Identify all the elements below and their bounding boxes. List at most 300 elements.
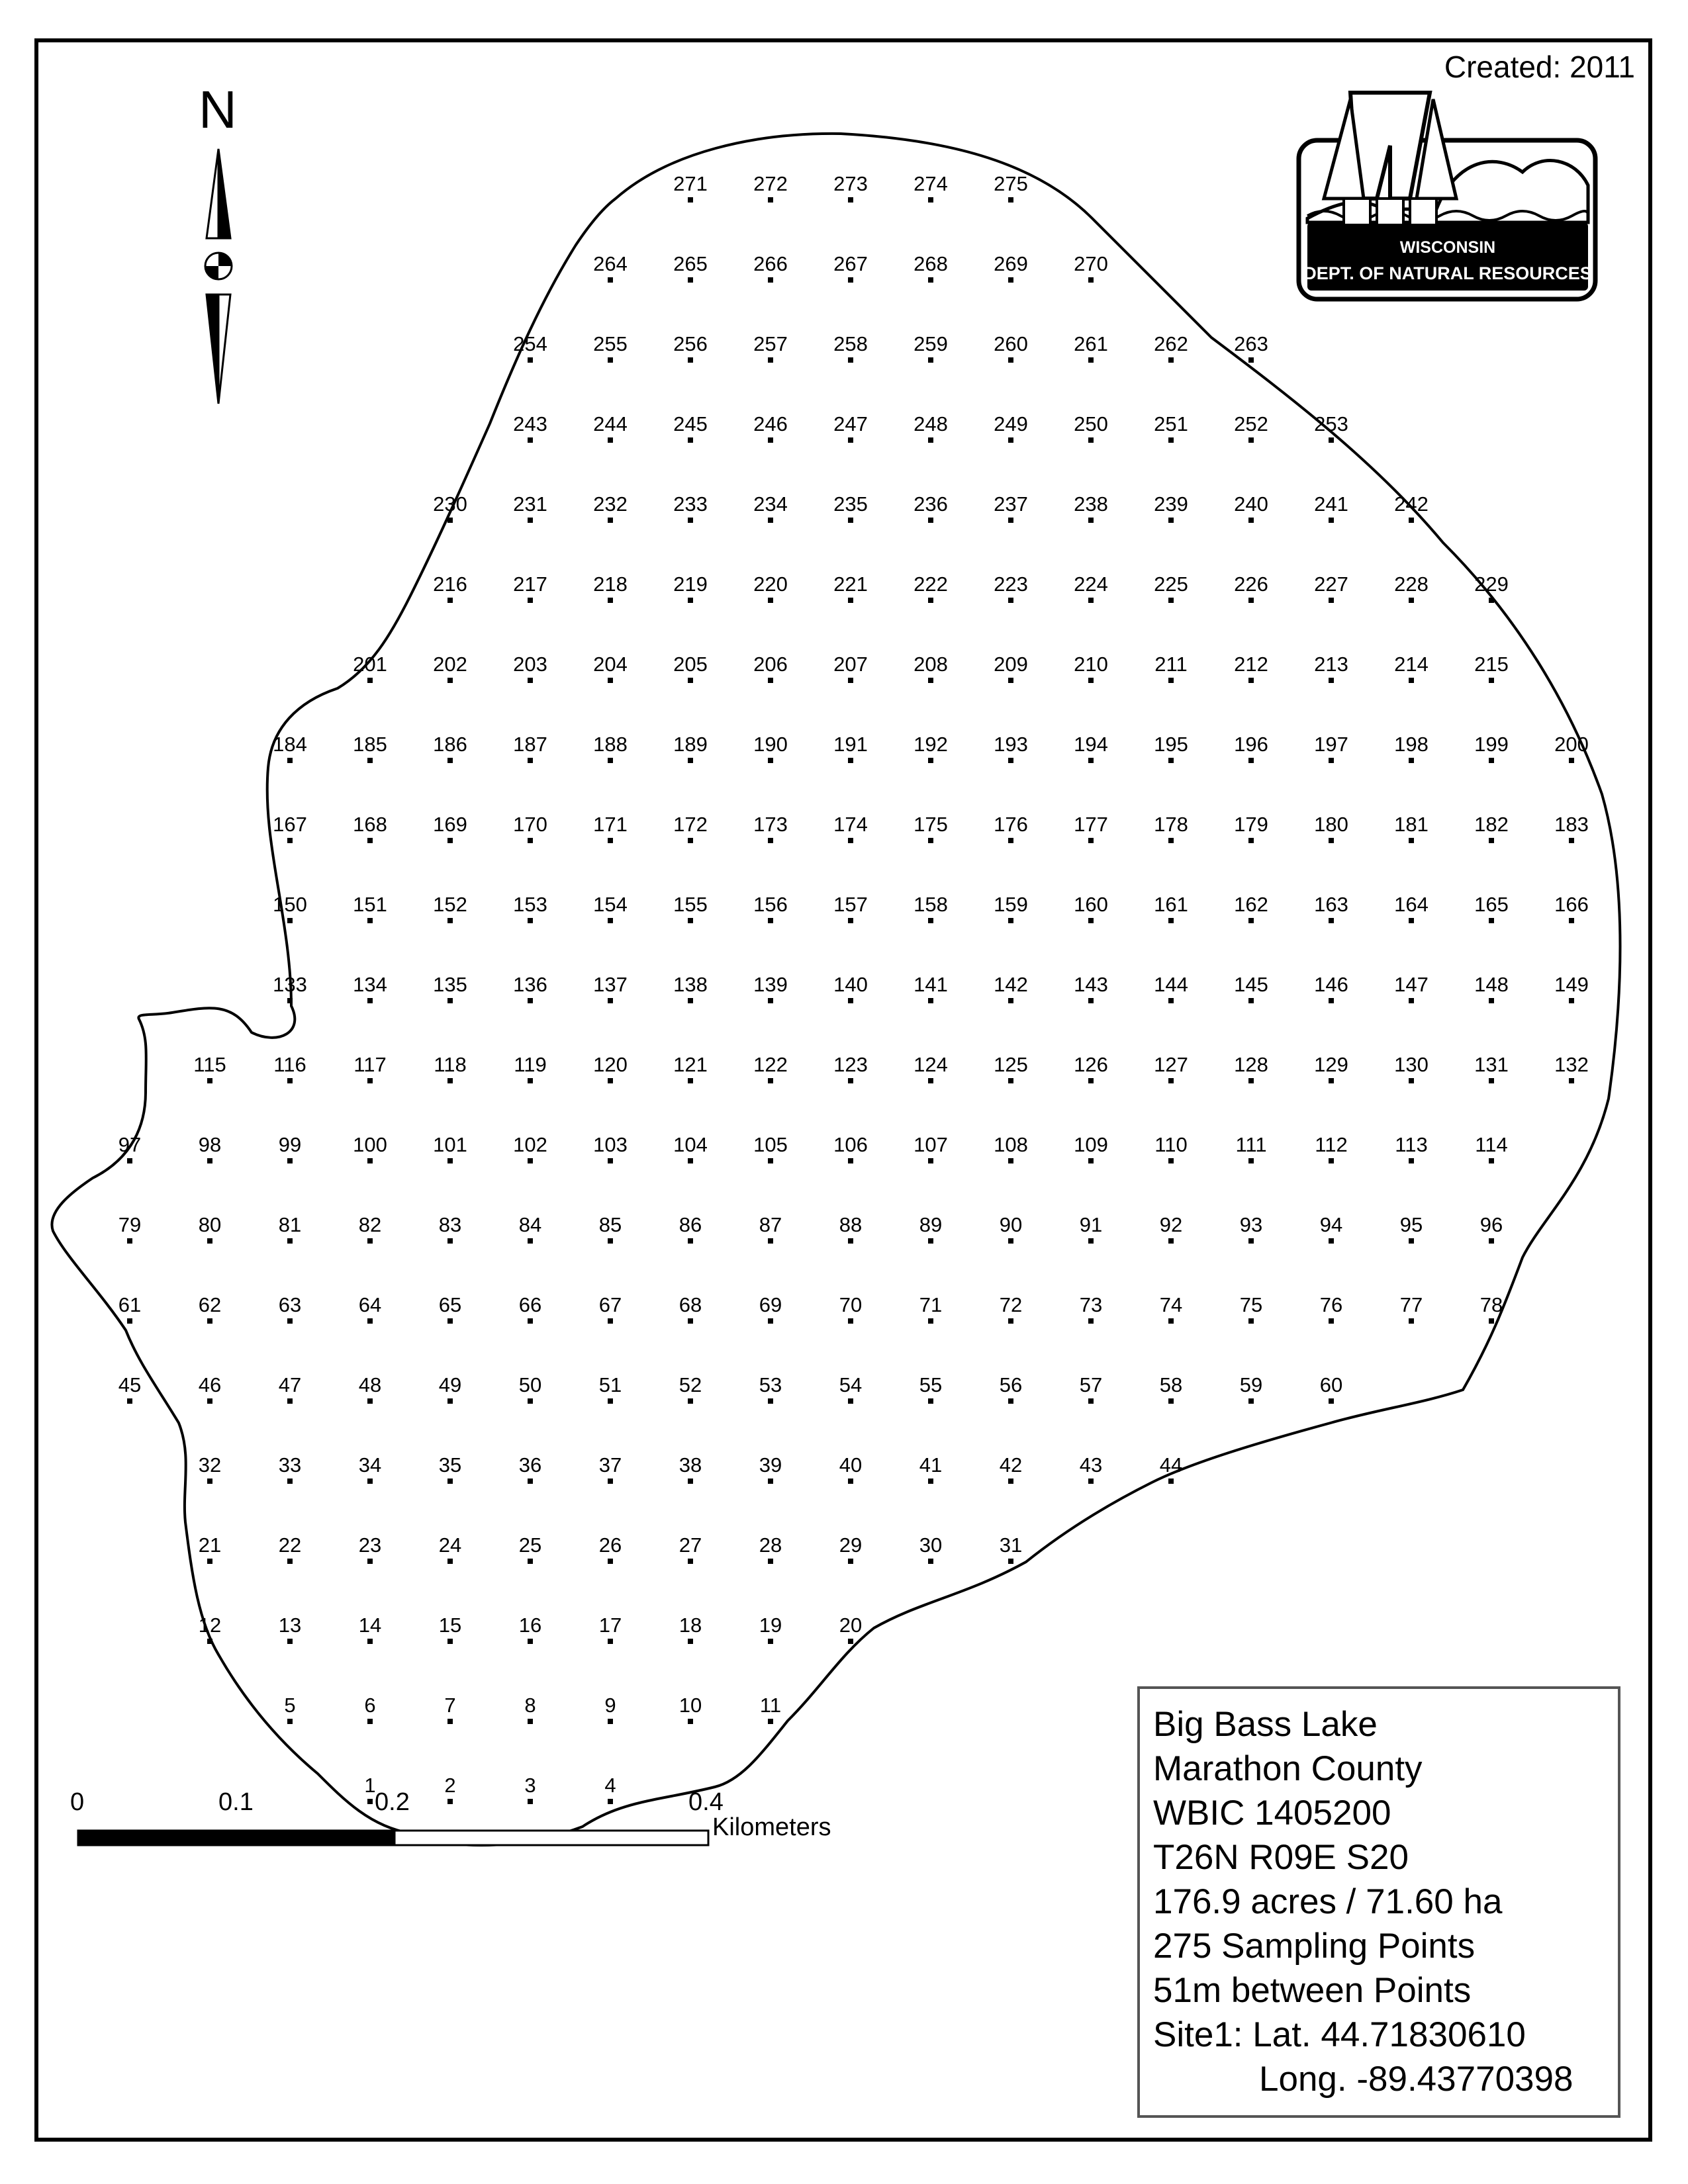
- sampling-point-marker: [928, 518, 933, 523]
- sampling-point-label: 177: [1074, 813, 1108, 836]
- sampling-point: [593, 252, 628, 283]
- sampling-point-marker: [528, 838, 533, 843]
- sampling-point-label: 103: [593, 1133, 628, 1156]
- sampling-point-marker: [367, 1398, 373, 1404]
- sampling-point-marker: [287, 838, 293, 843]
- sampling-point: [599, 1213, 622, 1244]
- sampling-point: [1234, 813, 1268, 843]
- sampling-point: [353, 1133, 387, 1163]
- sampling-point: [593, 813, 628, 843]
- sampling-point-marker: [608, 277, 613, 283]
- sampling-point-marker: [1168, 1238, 1174, 1244]
- sampling-point-label: 211: [1154, 653, 1188, 676]
- sampling-point-label: 29: [839, 1533, 863, 1557]
- sampling-point: [353, 893, 387, 923]
- sampling-point-label: 169: [433, 813, 467, 836]
- sampling-point-label: 123: [833, 1053, 868, 1076]
- sampling-point: [513, 492, 547, 523]
- sampling-point: [199, 1533, 221, 1564]
- sampling-point-marker: [928, 437, 933, 443]
- sampling-point-marker: [688, 1479, 693, 1484]
- scale-unit: Kilometers: [712, 1813, 831, 1841]
- sampling-point-label: 96: [1479, 1213, 1503, 1236]
- sampling-point: [118, 1133, 141, 1163]
- sampling-point-marker: [207, 1078, 212, 1083]
- sampling-point-marker: [1329, 1078, 1334, 1083]
- sampling-point: [1315, 1133, 1347, 1163]
- sampling-point-label: 24: [438, 1533, 462, 1557]
- sampling-point-label: 36: [518, 1453, 542, 1477]
- sampling-point-marker: [1248, 678, 1254, 683]
- sampling-point: [514, 1053, 546, 1083]
- sampling-point-label: 190: [753, 733, 788, 756]
- sampling-point: [1554, 733, 1589, 763]
- sampling-point: [1160, 1213, 1182, 1244]
- sampling-point: [839, 1614, 862, 1644]
- sampling-point-marker: [207, 1639, 212, 1644]
- sampling-point-marker: [848, 357, 853, 363]
- sampling-point-label: 80: [198, 1213, 222, 1236]
- sampling-point: [519, 1293, 541, 1324]
- sampling-point: [279, 1453, 301, 1484]
- sampling-point: [919, 1373, 942, 1404]
- sampling-point-marker: [848, 437, 853, 443]
- sampling-point: [760, 1694, 781, 1724]
- sampling-point-marker: [287, 1479, 293, 1484]
- sampling-point-marker: [928, 1158, 933, 1163]
- sampling-point: [1000, 1373, 1022, 1404]
- sampling-point: [833, 332, 868, 363]
- sampling-point-label: 107: [914, 1133, 948, 1156]
- sampling-point-marker: [928, 678, 933, 683]
- sampling-point-marker: [768, 518, 773, 523]
- sampling-point: [513, 653, 547, 683]
- sampling-point-marker: [207, 1318, 212, 1324]
- sampling-point-label: 249: [994, 412, 1028, 435]
- sampling-point: [524, 1694, 536, 1724]
- sampling-point-label: 242: [1394, 492, 1429, 516]
- sampling-point-marker: [1248, 1158, 1254, 1163]
- sampling-point: [994, 653, 1028, 683]
- sampling-point-marker: [1008, 1238, 1013, 1244]
- sampling-point-label: 105: [753, 1133, 788, 1156]
- sampling-point-marker: [768, 1158, 773, 1163]
- sampling-point-marker: [768, 1078, 773, 1083]
- sampling-point-marker: [688, 758, 693, 763]
- sampling-point-marker: [287, 1398, 293, 1404]
- sampling-point-label: 102: [513, 1133, 547, 1156]
- sampling-point-marker: [1008, 437, 1013, 443]
- sampling-point-label: 85: [598, 1213, 622, 1236]
- sampling-point-label: 41: [919, 1453, 943, 1477]
- sampling-point-marker: [928, 1559, 933, 1564]
- sampling-point-marker: [1168, 598, 1174, 603]
- scale-tick-3: 0.4: [688, 1788, 724, 1816]
- sampling-point: [1154, 572, 1188, 603]
- sampling-point-label: 92: [1159, 1213, 1183, 1236]
- sampling-point: [994, 893, 1028, 923]
- sampling-point-label: 259: [914, 332, 948, 355]
- sampling-point-label: 210: [1074, 653, 1108, 676]
- sampling-point-marker: [1088, 1398, 1094, 1404]
- sampling-point: [673, 172, 708, 203]
- sampling-point-label: 59: [1239, 1373, 1263, 1396]
- sampling-point: [1314, 1053, 1348, 1083]
- sampling-point-label: 181: [1394, 813, 1429, 836]
- sampling-point: [914, 412, 948, 443]
- sampling-point-label: 78: [1479, 1293, 1503, 1316]
- sampling-point-label: 108: [994, 1133, 1028, 1156]
- sampling-point-marker: [768, 1639, 773, 1644]
- sampling-point: [1394, 973, 1429, 1003]
- sampling-point: [593, 572, 628, 603]
- sampling-point: [914, 332, 948, 363]
- sampling-point-marker: [1008, 518, 1013, 523]
- sampling-point-label: 4: [604, 1774, 616, 1797]
- sampling-point: [994, 252, 1028, 283]
- sampling-point: [433, 572, 467, 603]
- sampling-point: [359, 1293, 381, 1324]
- sampling-point-marker: [688, 1398, 693, 1404]
- sampling-point: [994, 332, 1028, 363]
- sampling-point: [1080, 1293, 1102, 1324]
- sampling-point: [353, 733, 387, 763]
- sampling-point: [833, 252, 868, 283]
- sampling-point: [593, 1053, 628, 1083]
- sampling-point-marker: [928, 758, 933, 763]
- sampling-point-label: 227: [1314, 572, 1348, 596]
- sampling-point-label: 200: [1554, 733, 1589, 756]
- sampling-point-marker: [447, 1719, 453, 1724]
- sampling-point-marker: [1008, 1158, 1013, 1163]
- wisconsin-dnr-logo: [1299, 93, 1595, 299]
- sampling-point-marker: [1248, 758, 1254, 763]
- sampling-point-marker: [367, 758, 373, 763]
- sampling-point-label: 213: [1314, 653, 1348, 676]
- sampling-point: [833, 813, 868, 843]
- sampling-point-label: 168: [353, 813, 387, 836]
- sampling-point: [599, 1614, 622, 1644]
- sampling-point-marker: [1569, 838, 1574, 843]
- sampling-point-label: 50: [518, 1373, 542, 1396]
- sampling-point-label: 12: [198, 1614, 222, 1637]
- sampling-point-label: 18: [679, 1614, 702, 1637]
- sampling-point-marker: [528, 1398, 533, 1404]
- sampling-point-label: 196: [1234, 733, 1268, 756]
- sampling-point: [673, 973, 708, 1003]
- sampling-point-marker: [1008, 277, 1013, 283]
- sampling-point-marker: [928, 1078, 933, 1083]
- sampling-point: [1074, 252, 1108, 283]
- sampling-point-marker: [1569, 998, 1574, 1003]
- sampling-point-label: 45: [118, 1373, 142, 1396]
- sampling-point-marker: [848, 518, 853, 523]
- sampling-point-label: 31: [999, 1533, 1023, 1557]
- sampling-point-marker: [528, 1158, 533, 1163]
- sampling-point-label: 263: [1234, 332, 1268, 355]
- sampling-point-marker: [1329, 758, 1334, 763]
- sampling-point: [353, 813, 387, 843]
- sampling-point: [439, 1373, 461, 1404]
- sampling-point-label: 141: [914, 973, 948, 996]
- wbic: WBIC 1405200: [1153, 1794, 1391, 1833]
- sampling-point: [439, 1614, 461, 1644]
- sampling-point-marker: [287, 918, 293, 923]
- sampling-point-marker: [688, 1158, 693, 1163]
- sampling-point-label: 68: [679, 1293, 702, 1316]
- sampling-point-label: 209: [994, 653, 1028, 676]
- sampling-point-marker: [287, 1158, 293, 1163]
- sampling-point-label: 197: [1314, 733, 1348, 756]
- sampling-point-label: 70: [839, 1293, 863, 1316]
- sampling-point: [914, 893, 948, 923]
- sampling-point-marker: [447, 998, 453, 1003]
- sampling-point-label: 264: [593, 252, 628, 275]
- sampling-point-label: 134: [353, 973, 387, 996]
- sampling-point-marker: [528, 1559, 533, 1564]
- sampling-point-label: 61: [118, 1293, 142, 1316]
- sampling-point: [1074, 973, 1108, 1003]
- sampling-point-marker: [608, 1639, 613, 1644]
- sampling-point-label: 33: [278, 1453, 302, 1477]
- sampling-point-marker: [608, 838, 613, 843]
- sampling-point: [1474, 733, 1509, 763]
- sampling-point-marker: [1329, 1398, 1334, 1404]
- sampling-point-label: 261: [1074, 332, 1108, 355]
- sampling-point-label: 121: [673, 1053, 708, 1076]
- sampling-point-label: 6: [364, 1694, 376, 1717]
- sampling-point: [1080, 1453, 1102, 1484]
- sampling-point: [759, 1614, 782, 1644]
- sampling-point-marker: [768, 758, 773, 763]
- sampling-point: [199, 1293, 221, 1324]
- sampling-point: [1074, 572, 1108, 603]
- sampling-point-label: 144: [1154, 973, 1188, 996]
- sampling-point-marker: [608, 678, 613, 683]
- sampling-point-marker: [367, 678, 373, 683]
- sampling-point: [199, 1373, 221, 1404]
- sampling-point-label: 225: [1154, 572, 1188, 596]
- sampling-point-marker: [768, 1398, 773, 1404]
- sampling-point: [759, 1213, 782, 1244]
- sampling-point-label: 235: [833, 492, 868, 516]
- sampling-point-marker: [768, 598, 773, 603]
- sampling-point-marker: [688, 598, 693, 603]
- sampling-point-marker: [608, 758, 613, 763]
- sampling-point: [1394, 813, 1429, 843]
- sampling-point-label: 161: [1154, 893, 1188, 916]
- sampling-point-label: 160: [1074, 893, 1108, 916]
- sampling-point-label: 228: [1394, 572, 1429, 596]
- sampling-point-marker: [608, 518, 613, 523]
- sampling-point-marker: [608, 1398, 613, 1404]
- sampling-point: [353, 973, 387, 1003]
- sampling-point-label: 23: [358, 1533, 382, 1557]
- sampling-point-label: 202: [433, 653, 467, 676]
- sampling-point-marker: [768, 1318, 773, 1324]
- sampling-point: [833, 572, 868, 603]
- sampling-point: [753, 572, 788, 603]
- sampling-point-label: 46: [198, 1373, 222, 1396]
- sampling-point-label: 115: [193, 1053, 226, 1076]
- sampling-point-label: 180: [1314, 813, 1348, 836]
- sampling-point: [679, 1293, 702, 1324]
- sampling-point-label: 17: [598, 1614, 622, 1637]
- sampling-point-marker: [688, 1318, 693, 1324]
- sampling-point-label: 147: [1394, 973, 1429, 996]
- sampling-point-marker: [1008, 918, 1013, 923]
- sampling-point: [753, 252, 788, 283]
- sampling-point-marker: [1088, 758, 1094, 763]
- sampling-point-marker: [1409, 678, 1414, 683]
- sampling-point-marker: [1168, 998, 1174, 1003]
- sampling-point-label: 243: [513, 412, 547, 435]
- sampling-point-label: 273: [833, 172, 868, 195]
- sampling-point: [433, 1133, 467, 1163]
- sampling-point-marker: [688, 838, 693, 843]
- sampling-point-label: 191: [833, 733, 868, 756]
- sampling-point: [1240, 1213, 1262, 1244]
- sampling-point-label: 274: [914, 172, 948, 195]
- sampling-point-marker: [447, 518, 453, 523]
- sampling-point-label: 106: [833, 1133, 868, 1156]
- sampling-point-label: 236: [914, 492, 948, 516]
- sampling-point-label: 86: [679, 1213, 702, 1236]
- sampling-point-label: 40: [839, 1453, 863, 1477]
- sampling-point-label: 192: [914, 733, 948, 756]
- sampling-point: [279, 1373, 301, 1404]
- sampling-point-label: 269: [994, 252, 1028, 275]
- sampling-point-marker: [1008, 1479, 1013, 1484]
- sampling-point-label: 120: [593, 1053, 628, 1076]
- sampling-point: [673, 893, 708, 923]
- sampling-point-label: 230: [433, 492, 467, 516]
- sampling-point-marker: [528, 998, 533, 1003]
- sampling-point: [444, 1694, 455, 1724]
- sampling-point: [919, 1293, 942, 1324]
- sampling-point: [679, 1533, 702, 1564]
- sampling-point-label: 15: [438, 1614, 462, 1637]
- sampling-point: [1074, 412, 1108, 443]
- sampling-point-label: 89: [919, 1213, 943, 1236]
- sampling-point-label: 275: [994, 172, 1028, 195]
- sampling-point-label: 156: [753, 893, 788, 916]
- sampling-point: [1474, 893, 1509, 923]
- sampling-point-marker: [848, 1559, 853, 1564]
- sampling-point: [753, 172, 788, 203]
- sampling-point: [753, 1053, 788, 1083]
- sampling-point-marker: [1489, 678, 1494, 683]
- sampling-point-label: 63: [278, 1293, 302, 1316]
- sampling-point-marker: [528, 1078, 533, 1083]
- sampling-point-marker: [768, 1719, 773, 1724]
- sampling-point: [914, 492, 948, 523]
- sampling-point-marker: [1088, 357, 1094, 363]
- sampling-point: [1314, 893, 1348, 923]
- sampling-point-marker: [287, 998, 293, 1003]
- sampling-point-label: 90: [999, 1213, 1023, 1236]
- sampling-point-marker: [207, 1479, 212, 1484]
- sampling-point: [593, 332, 628, 363]
- sampling-point-label: 252: [1234, 412, 1268, 435]
- sampling-point-marker: [1489, 1158, 1494, 1163]
- sampling-point-label: 188: [593, 733, 628, 756]
- sampling-point-marker: [1248, 1078, 1254, 1083]
- sampling-point: [199, 1213, 221, 1244]
- sampling-point: [1234, 572, 1268, 603]
- sampling-point: [679, 1453, 702, 1484]
- sampling-point-marker: [1088, 598, 1094, 603]
- sampling-point-label: 129: [1314, 1053, 1348, 1076]
- sampling-point-label: 65: [438, 1293, 462, 1316]
- sampling-point-label: 88: [839, 1213, 863, 1236]
- sampling-point-marker: [528, 1238, 533, 1244]
- sampling-point-marker: [1409, 598, 1414, 603]
- sampling-point: [1475, 1133, 1507, 1163]
- sampling-point-marker: [848, 1078, 853, 1083]
- sampling-point-label: 9: [604, 1694, 616, 1717]
- sampling-point: [279, 1133, 301, 1163]
- sampling-point: [279, 1614, 301, 1644]
- sampling-point-marker: [447, 838, 453, 843]
- sampling-point-label: 222: [914, 572, 948, 596]
- sampling-point-label: 104: [673, 1133, 708, 1156]
- sampling-point: [1160, 1373, 1182, 1404]
- sampling-point: [833, 172, 868, 203]
- sampling-point: [433, 973, 467, 1003]
- sampling-point-marker: [1489, 758, 1494, 763]
- sampling-point-label: 26: [598, 1533, 622, 1557]
- sampling-point: [1240, 1373, 1262, 1404]
- sampling-point: [1554, 893, 1589, 923]
- sampling-point-marker: [287, 1559, 293, 1564]
- sampling-point-label: 52: [679, 1373, 702, 1396]
- sampling-point-label: 224: [1074, 572, 1108, 596]
- sampling-point-marker: [848, 918, 853, 923]
- scale-tick-1: 0.1: [218, 1788, 254, 1816]
- sampling-point: [593, 733, 628, 763]
- sampling-point: [513, 733, 547, 763]
- sampling-point: [914, 973, 948, 1003]
- sampling-point-label: 229: [1474, 572, 1509, 596]
- sampling-point-marker: [1489, 1238, 1494, 1244]
- sampling-point-marker: [688, 998, 693, 1003]
- sampling-point-marker: [1248, 1318, 1254, 1324]
- sampling-point: [1000, 1533, 1022, 1564]
- sampling-point-marker: [688, 197, 693, 203]
- sampling-point-marker: [848, 598, 853, 603]
- sampling-point: [914, 733, 948, 763]
- sampling-point-marker: [1569, 918, 1574, 923]
- sampling-point-marker: [1088, 838, 1094, 843]
- sampling-point-marker: [528, 357, 533, 363]
- sampling-point-marker: [1088, 518, 1094, 523]
- sampling-point-label: 173: [753, 813, 788, 836]
- sampling-point-marker: [1329, 838, 1334, 843]
- sampling-point-label: 137: [593, 973, 628, 996]
- sampling-point: [604, 1694, 616, 1724]
- sampling-point-marker: [1409, 1318, 1414, 1324]
- sampling-point-marker: [127, 1238, 132, 1244]
- sampling-point: [994, 733, 1028, 763]
- sampling-point-marker: [1168, 1078, 1174, 1083]
- sampling-point-label: 143: [1074, 973, 1108, 996]
- sampling-point-marker: [848, 197, 853, 203]
- sampling-point-label: 116: [273, 1053, 306, 1076]
- sampling-point: [753, 973, 788, 1003]
- sampling-point: [359, 1373, 381, 1404]
- sampling-point-marker: [928, 598, 933, 603]
